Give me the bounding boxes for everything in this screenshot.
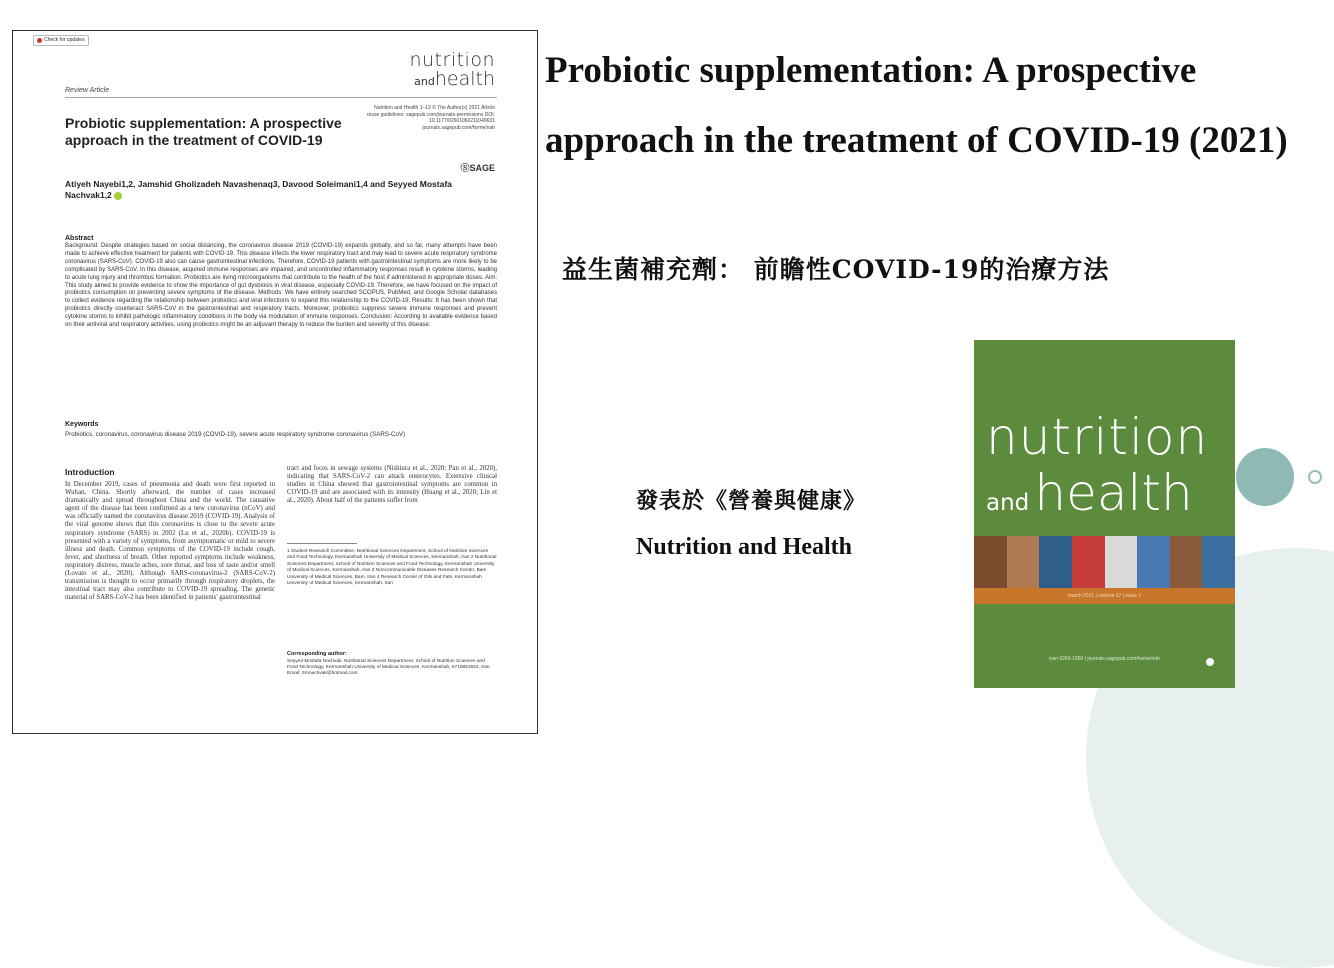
background-circle-ring [1308,470,1322,484]
background-circle-small [1236,448,1294,506]
cover-issue-band: march 2021 | volume 27 | issue 1 [974,588,1235,604]
check-updates-label: Check for updates [44,37,85,43]
introduction-left-column: In December 2019, cases of pneumonia and death were first reported in Wuhan, China. Shortly afterward, the number of cases increased dramatically and spread throughout China and the world. The causative agent of the disease has been confirmed as a new coronavirus (nCoV) and was officially named the coronavirus disease 2019 (COVID-19). Analysis of the viral genome shows that this coronavirus is close to the severe acute respiratory syndrome (SARS) in 2002 (Lu et al., 2020b). COVID-19 is presented with a variety of symptoms, from asymptomatic or mild to severe illness and death. Common symptoms of the COVID-19 include cough, fever, and shortness of breath. Other reported symptoms include weakness, respiratory distress, muscle aches, sore throat, and loss of taste and/or smell (Lovato et al., 2020). Although SARS-coronavirus-2 (SARS-CoV-2) transmission is thought to occur primarily through respiratory droplets, the intestinal tract may also contribute to COVID-19 spreading. The genetic material of SARS-CoV-2 has been identified in patients' gastrointestinal [65,481,275,602]
authors-text: Atiyeh Nayebi1,2, Jamshid Gholizadeh Navashenaq3, Davood Soleimani1,4 and Seyyed Mostafa Nachvak1,2 [65,179,452,200]
cover-photo-tile [1137,536,1170,588]
cover-photo-tile [1105,536,1138,588]
cover-photo-tile [1202,536,1235,588]
publisher-logo [460,161,495,174]
slide-title-english: Probiotic supplementation: A prospective approach in the treatment of COVID-19 (2021) [545,50,1288,161]
cover-title-line2-group [986,464,1193,522]
slide-title-chinese: 益生菌補充劑： 前瞻性COVID-19的治療方法 [562,255,1110,284]
cover-image-strip [974,536,1235,588]
orcid-icon [114,192,122,200]
corresponding-author-heading: Corresponding author: [287,651,347,657]
cover-photo-tile [1007,536,1040,588]
introduction-heading: Introduction [65,467,115,477]
cover-photo-tile [1072,536,1105,588]
paper-authors [65,179,485,201]
footnote-rule [287,543,357,544]
cover-photo-tile [1170,536,1203,588]
sage-icon: Ⓢ [460,163,470,173]
cover-title-line1: nutrition [986,408,1209,466]
cover-title-line2: health [1034,464,1193,522]
article-type: Review Article [65,87,110,94]
cover-title-and: and [986,490,1030,516]
published-in-english: Nutrition and Health [636,534,853,560]
cover-sage-icon [1206,658,1214,666]
abstract-text: Background: Despite strategies based on social distancing, the coronavirus disease 2019 (COVID-19) expands globally, and so far, many attempts have been made to achieve effective treatment for patients with COVID-19. This disease infects the lower respiratory tract and may lead to severe acute respiratory syndrome coronavirus (SARS-CoV). COVID-19 also can cause gastrointestinal infections. Therefore, COVID-19 patients with gastrointestinal symptoms are more likely to be complicated by SARS-CoV. In this disease, acquired immune responses are impaired, and uncontrolled inflammatory responses result in cytokine storms, leading to acute lung injury and thrombus formation. Probiotics are living microorganisms that contribute to the health of the host if administered in appropriate doses. Aim: This study aimed to provide evidence to show the importance of gut dysbiosis in viral disease, especially COVID-19. Therefore, we have focused on the impact of probiotics consumption on preventing severe symptoms of the disease. Methods: We have entirely searched SCOPUS, PubMed, and Google Scholar databases to collect evidence regarding the relationship between probiotics and viral infections to expand this relationship to the COVID-19. Results: It has been shown that probiotics directly counteract SARS-CoV in the gastrointestinal and respiratory tracts. Moreover, probiotics suppress severe immune responses and prevent cytokine storms to inhibit pathologic inflammatory conditions in the body via modulation of immune responses. Conclusion: According to available evidence based on their antiviral and respiratory activities, using probiotics might be an adjuvant therapy to reduce the burden and severity of this disease. [65,243,497,329]
journal-logo-line1: nutrition [409,49,495,71]
cover-photo-tile [1039,536,1072,588]
published-in-chinese: 發表於《營養與健康》 [636,488,867,514]
paper-first-page [12,30,538,734]
check-for-updates-badge[interactable] [33,35,89,46]
journal-cover [974,340,1235,688]
journal-logo-line2: health [434,68,495,90]
article-meta: Nutrition and Health 1–13 © The Author(s) 2021 Article reuse guidelines: sagepub.com/journals-permissions DOI: 10.1177/02601060211049631 journals.sagepub.com/home/nah [366,105,495,131]
header-rule [65,97,497,98]
journal-logo [409,51,495,89]
abstract-heading: Abstract [65,235,94,242]
journal-logo-and: and [414,75,435,88]
keywords-text: Probiotics, coronavirus, coronavirus disease 2019 (COVID-19), severe acute respiratory syndrome coronavirus (SARS-CoV) [65,431,406,438]
corresponding-author-text: Seyyed Mostafa Nachvak, Nutritional Sciences Department, School of Nutrition Sciences and Food Technology, Kermanshah University of Medical Sciences, Kermanshah, 6719851552, Iran. Email: Smnachvak@hotmail.com [287,659,491,677]
paper-title: Probiotic supplementation: A prospective approach in the treatment of COVID-19 [65,115,342,148]
affiliation-footnotes: 1 Student Research Committee, Nutritional Sciences Department, School of Nutrition Sciences and Food Technology, Kermanshah University of Medical Sciences, Kermanshah, Iran 2 Nutritional Sciences Department, School of Nutrition Sciences and Food Technology, Kermanshah University of Medical Sciences, Kermanshah, Iran 3 Noncommunicable Diseases Research Center, Bam University of Medical Sciences, Bam, Iran 4 Research Center of Oils and Fats, Kermanshah University of Medical Sciences, Kermanshah, Iran [287,549,497,587]
cover-photo-tile [974,536,1007,588]
crossmark-icon [37,38,42,43]
keywords-heading: Keywords [65,421,99,428]
publisher-name: SAGE [469,163,495,173]
cover-issn-text: issn 0260-1060 | journals.sagepub.com/home/nah [1049,656,1160,662]
introduction-right-column: tract and feces in sewage systems (Nishiura et al., 2020; Pan et al., 2020), indicating that SARS-CoV-2 can attack enterocytes. Extensive clinical studies in China showed that gastrointestinal symptoms are common in COVID-19 and are associated with its intensity (Huang et al., 2020; Lin et al., 2020). About half of the patients suffer from [287,465,497,505]
